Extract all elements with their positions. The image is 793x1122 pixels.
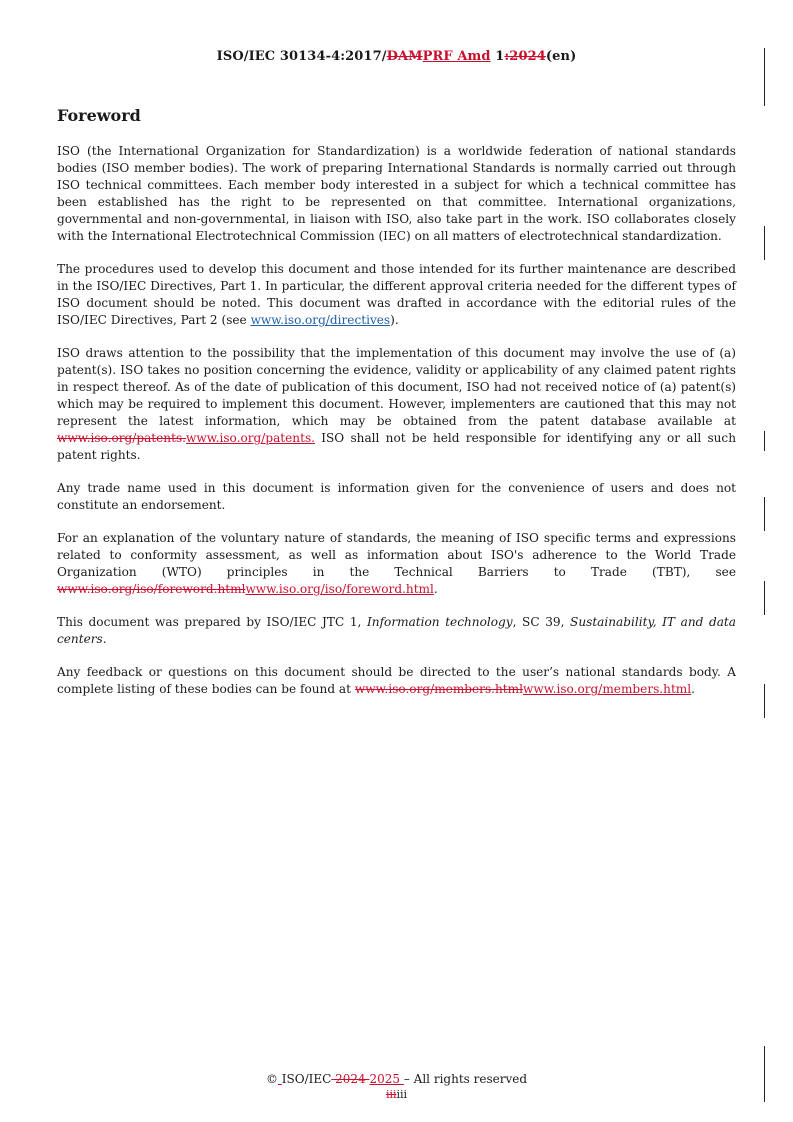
foreword-body [57,143,736,714]
change-bar [764,226,765,260]
paragraph-voluntary-nature [57,530,736,598]
amd-number: 1 [495,49,505,64]
change-bar [764,497,765,531]
change-bar [764,581,765,615]
paragraph-text: ). [390,313,399,327]
section-heading: Foreword [57,106,141,125]
paragraph-text: ISO shall not be held responsible for identifying any or all such patent rights. [57,431,736,462]
page-number [0,1087,793,1103]
committee-name: Information technology [367,615,513,629]
inserted-year: 2025 [369,1072,404,1086]
copyright-line [266,1072,527,1086]
inserted-members-link[interactable]: www.iso.org/members.html [523,682,692,696]
paragraph-patents [57,345,736,464]
inserted-foreword-link[interactable]: www.iso.org/iso/foreword.html [245,582,434,596]
change-bar [764,431,765,451]
deleted-members-link[interactable]: www.iso.org/members.html [354,682,523,696]
deleted-stage: DAM [386,49,423,64]
directives-link[interactable]: www.iso.org/directives [250,313,391,327]
paragraph-procedures [57,261,736,329]
paragraph-text: ISO draws attention to the possibility that the implementation of this document may involve the use of (a) patent(s). ISO takes no position concerning the evidence, validity or applicability of any claimed patent rights in respect thereof. As of the date of publication of this document, ISO had not received notice of (a) patent(s) which may be required to implement this document. However, implementers are cautioned that this may not represent the latest information, which may be obtained from the patent database available at [57,346,736,428]
deleted-foreword-link[interactable]: www.iso.org/iso/foreword.html [57,582,246,596]
rights-text: – All rights reserved [403,1072,528,1086]
change-bar [764,684,765,718]
paragraph-text: The procedures used to develop this document and those intended for its further maintenance are described in the ISO/IEC Directives, Part 1. In particular, the different approval criteria needed for the different types of ISO document should be noted. This document was drafted in accordance with the editorial rules of the ISO/IEC Directives, Part 2 (see [57,262,736,327]
language-code: (en) [545,49,577,64]
paragraph-text: This document was prepared by ISO/IEC JTC 1, [57,615,367,629]
deleted-year: :2024 [504,49,546,64]
inserted-page-number: iii [396,1088,408,1101]
copyright-org: ISO/IEC [281,1072,332,1086]
paragraph-text: . [691,682,695,696]
paragraph-trade-name: Any trade name used in this document is information given for the convenience of users and does not constitute an endorsement. [57,481,736,512]
page-footer [0,1071,793,1103]
paragraph-text: Any feedback or questions on this document should be directed to the user’s national standards body. A complete listing of these bodies can be found at [57,665,736,696]
doc-number: ISO/IEC 30134-4:2017/ [216,49,387,64]
paragraph-text: . [102,632,107,646]
document-header [0,49,793,64]
subcommittee-name: Sustainability, IT and data centers [57,615,736,646]
deleted-page-number: iii [385,1088,397,1101]
paragraph-iso-intro: ISO (the International Organization for Standardization) is a worldwide federation of national standards bodies (ISO member bodies). The work of preparing International Standards is normally carried out through ISO technical committees. Each member body interested in a subject for which a technical committee has been established has the right to be represented on that committee. International organizations, governmental and non-governmental, in liaison with ISO, also take part in the work. ISO collaborates closely with the International Electrotechnical Commission (IEC) on all matters of electrotechnical standardization. [57,144,736,243]
inserted-patents-link[interactable]: www.iso.org/patents. [186,431,315,445]
paragraph-text: , SC 39, [512,615,571,629]
deleted-year: 2024 [331,1072,370,1086]
paragraph-prepared-by [57,614,736,648]
change-bar [764,48,765,106]
paragraph-text: . [433,582,438,596]
inserted-stage: PRF Amd [422,49,491,64]
paragraph-text: For an explanation of the voluntary nature of standards, the meaning of ISO specific terms and expressions related to conformity assessment, as well as information about ISO's adherence to the World Trade Organization (WTO) principles in the Technical Barriers to Trade (TBT), see [57,531,736,579]
deleted-patents-link[interactable]: www.iso.org/patents. [57,431,186,445]
copyright-symbol: © [265,1072,278,1086]
paragraph-feedback [57,664,736,698]
